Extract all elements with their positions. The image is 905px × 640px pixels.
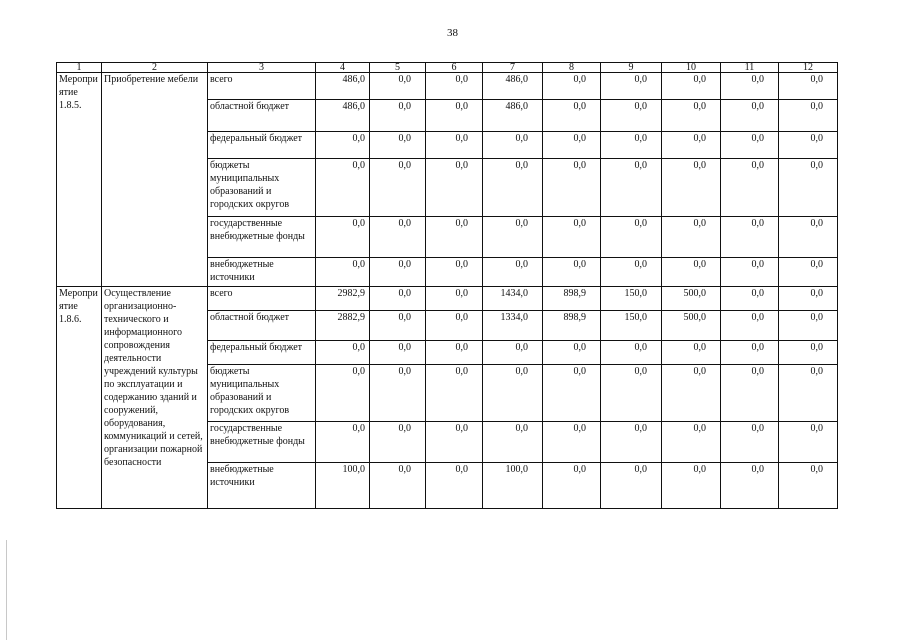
amount-cell: 0,0: [370, 132, 426, 159]
amount-cell: 0,0: [601, 73, 662, 100]
amount-cell: 0,0: [721, 311, 779, 341]
amount-cell: 0,0: [721, 422, 779, 463]
amount-cell: 0,0: [316, 159, 370, 217]
funding-source: бюджеты муниципальных образований и городских округов: [208, 159, 316, 217]
amount-cell: 0,0: [601, 217, 662, 258]
measure-name: Осуществление организационно-технического и информационного сопровождения деятельности учреждений культуры по эксплуатации и содержанию зданий и сооружений, оборудования, коммуникаций и сетей, организации пожарной безопасности: [102, 287, 208, 509]
amount-cell: 0,0: [370, 287, 426, 311]
amount-cell: 0,0: [721, 159, 779, 217]
amount-cell: 500,0: [662, 287, 721, 311]
amount-cell: 0,0: [601, 422, 662, 463]
amount-cell: 0,0: [483, 258, 543, 287]
amount-cell: 0,0: [543, 422, 601, 463]
amount-cell: 0,0: [426, 217, 483, 258]
amount-cell: 0,0: [483, 159, 543, 217]
column-number: 2: [102, 63, 208, 73]
column-number: 8: [543, 63, 601, 73]
amount-cell: 0,0: [779, 217, 838, 258]
measure-name: Приобретение мебели: [102, 73, 208, 287]
column-number-row: [57, 63, 838, 73]
amount-cell: 0,0: [316, 365, 370, 422]
amount-cell: 0,0: [543, 132, 601, 159]
amount-cell: 0,0: [426, 463, 483, 509]
amount-cell: 2882,9: [316, 311, 370, 341]
amount-cell: 486,0: [483, 73, 543, 100]
amount-cell: 0,0: [721, 100, 779, 132]
measure-id: Мероприятие 1.8.5.: [57, 73, 102, 287]
amount-cell: 0,0: [426, 132, 483, 159]
amount-cell: 0,0: [426, 73, 483, 100]
amount-cell: 0,0: [779, 463, 838, 509]
amount-cell: 0,0: [662, 463, 721, 509]
column-number: 12: [779, 63, 838, 73]
amount-cell: 0,0: [370, 365, 426, 422]
amount-cell: 0,0: [721, 287, 779, 311]
amount-cell: 0,0: [370, 159, 426, 217]
column-number: 5: [370, 63, 426, 73]
amount-cell: 0,0: [779, 73, 838, 100]
amount-cell: 0,0: [601, 463, 662, 509]
funding-source: областной бюджет: [208, 311, 316, 341]
amount-cell: 0,0: [601, 365, 662, 422]
funding-source: государственные внебюджетные фонды: [208, 217, 316, 258]
amount-cell: 0,0: [370, 463, 426, 509]
amount-cell: 486,0: [316, 73, 370, 100]
amount-cell: 0,0: [426, 422, 483, 463]
table-row: [57, 73, 838, 100]
amount-cell: 0,0: [543, 100, 601, 132]
amount-cell: 0,0: [601, 159, 662, 217]
amount-cell: 500,0: [662, 311, 721, 341]
amount-cell: 0,0: [779, 311, 838, 341]
amount-cell: 0,0: [601, 100, 662, 132]
amount-cell: 2982,9: [316, 287, 370, 311]
amount-cell: 0,0: [721, 463, 779, 509]
column-number: 6: [426, 63, 483, 73]
column-number: 10: [662, 63, 721, 73]
amount-cell: 0,0: [543, 341, 601, 365]
amount-cell: 486,0: [483, 100, 543, 132]
amount-cell: 0,0: [662, 159, 721, 217]
amount-cell: 0,0: [662, 132, 721, 159]
table-row: [57, 287, 838, 311]
scan-edge-line: [6, 540, 7, 640]
amount-cell: 0,0: [483, 422, 543, 463]
amount-cell: 0,0: [483, 365, 543, 422]
amount-cell: 0,0: [779, 341, 838, 365]
amount-cell: 0,0: [426, 159, 483, 217]
amount-cell: 0,0: [426, 258, 483, 287]
funding-source: внебюджетные источники: [208, 258, 316, 287]
amount-cell: 0,0: [316, 132, 370, 159]
amount-cell: 0,0: [721, 341, 779, 365]
amount-cell: 150,0: [601, 311, 662, 341]
amount-cell: 0,0: [316, 258, 370, 287]
amount-cell: 0,0: [662, 73, 721, 100]
amount-cell: 0,0: [601, 132, 662, 159]
funding-source: всего: [208, 287, 316, 311]
amount-cell: 486,0: [316, 100, 370, 132]
amount-cell: 0,0: [426, 311, 483, 341]
amount-cell: 898,9: [543, 287, 601, 311]
amount-cell: 0,0: [543, 217, 601, 258]
column-number: 7: [483, 63, 543, 73]
amount-cell: 0,0: [426, 287, 483, 311]
amount-cell: 0,0: [779, 258, 838, 287]
amount-cell: 0,0: [779, 100, 838, 132]
amount-cell: 0,0: [483, 217, 543, 258]
amount-cell: 0,0: [601, 341, 662, 365]
amount-cell: 0,0: [543, 365, 601, 422]
column-number: 1: [57, 63, 102, 73]
measure-id: Мероприятие 1.8.6.: [57, 287, 102, 509]
amount-cell: 0,0: [370, 73, 426, 100]
amount-cell: 0,0: [316, 341, 370, 365]
funding-source: федеральный бюджет: [208, 341, 316, 365]
amount-cell: 898,9: [543, 311, 601, 341]
amount-cell: 0,0: [370, 341, 426, 365]
amount-cell: 100,0: [316, 463, 370, 509]
amount-cell: 0,0: [426, 341, 483, 365]
amount-cell: 0,0: [543, 258, 601, 287]
amount-cell: 0,0: [543, 159, 601, 217]
amount-cell: 0,0: [721, 258, 779, 287]
amount-cell: 150,0: [601, 287, 662, 311]
column-number: 4: [316, 63, 370, 73]
amount-cell: 0,0: [779, 422, 838, 463]
amount-cell: 0,0: [370, 217, 426, 258]
funding-source: внебюджетные источники: [208, 463, 316, 509]
amount-cell: 0,0: [483, 132, 543, 159]
amount-cell: 0,0: [601, 258, 662, 287]
amount-cell: 0,0: [543, 463, 601, 509]
funding-source: бюджеты муниципальных образований и городских округов: [208, 365, 316, 422]
column-number: 3: [208, 63, 316, 73]
amount-cell: 0,0: [779, 287, 838, 311]
column-number: 9: [601, 63, 662, 73]
amount-cell: 0,0: [721, 73, 779, 100]
amount-cell: 0,0: [370, 311, 426, 341]
funding-source: всего: [208, 73, 316, 100]
amount-cell: 0,0: [370, 258, 426, 287]
page-number: 38: [447, 27, 458, 39]
amount-cell: 0,0: [426, 365, 483, 422]
funding-source: государственные внебюджетные фонды: [208, 422, 316, 463]
amount-cell: 1334,0: [483, 311, 543, 341]
amount-cell: 0,0: [662, 422, 721, 463]
funding-source: федеральный бюджет: [208, 132, 316, 159]
amount-cell: 0,0: [721, 132, 779, 159]
amount-cell: 1434,0: [483, 287, 543, 311]
amount-cell: 0,0: [662, 217, 721, 258]
amount-cell: 0,0: [543, 73, 601, 100]
amount-cell: 0,0: [662, 100, 721, 132]
amount-cell: 0,0: [779, 132, 838, 159]
amount-cell: 0,0: [662, 341, 721, 365]
amount-cell: 0,0: [370, 100, 426, 132]
amount-cell: 0,0: [662, 258, 721, 287]
amount-cell: 100,0: [483, 463, 543, 509]
amount-cell: 0,0: [316, 217, 370, 258]
amount-cell: 0,0: [721, 365, 779, 422]
column-number: 11: [721, 63, 779, 73]
amount-cell: 0,0: [316, 422, 370, 463]
amount-cell: 0,0: [779, 365, 838, 422]
amount-cell: 0,0: [721, 217, 779, 258]
amount-cell: 0,0: [662, 365, 721, 422]
amount-cell: 0,0: [779, 159, 838, 217]
amount-cell: 0,0: [426, 100, 483, 132]
funding-source: областной бюджет: [208, 100, 316, 132]
amount-cell: 0,0: [483, 341, 543, 365]
funding-table: [56, 62, 838, 509]
amount-cell: 0,0: [370, 422, 426, 463]
